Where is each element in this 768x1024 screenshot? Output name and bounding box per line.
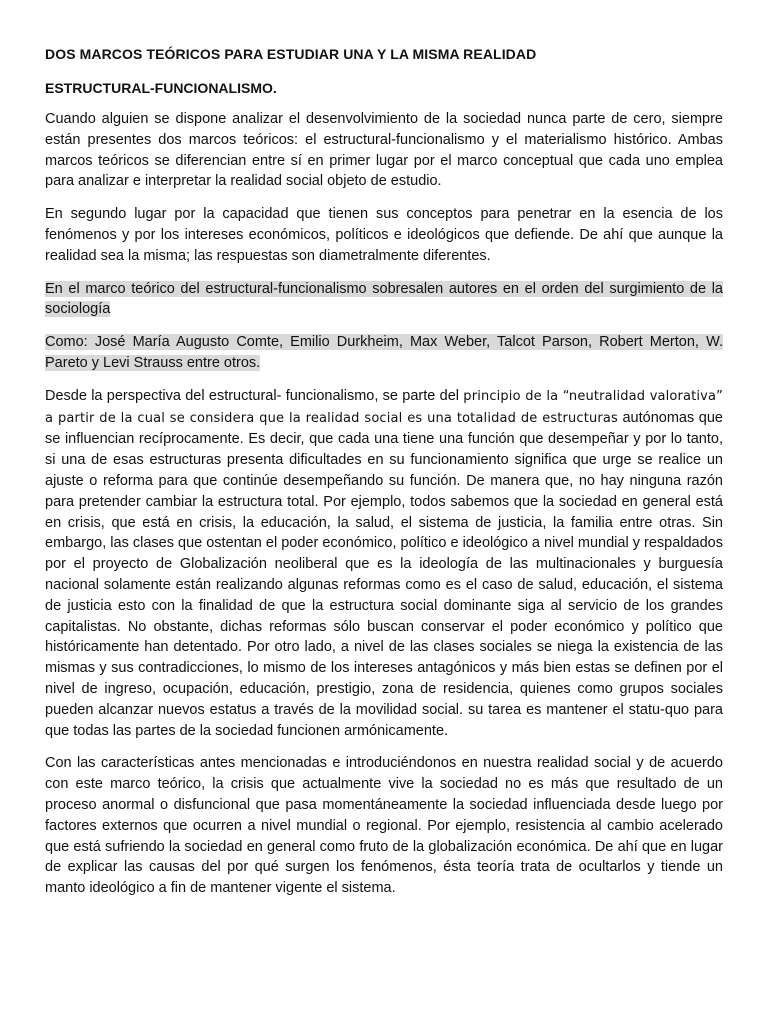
paragraph-5 <box>45 386 723 742</box>
paragraph-5-intro: Desde la perspectiva del estructural- funcionalismo, se parte del <box>45 387 464 404</box>
document-title: DOS MARCOS TEÓRICOS PARA ESTUDIAR UNA Y LA MISMA REALIDAD <box>45 46 537 62</box>
paragraph-3 <box>45 279 723 321</box>
document-page <box>45 44 723 911</box>
highlighted-text: En el marco teórico del estructural-funcionalismo sobresalen autores en el orden del surgimiento de la sociología <box>45 280 723 318</box>
paragraph-4 <box>45 332 723 374</box>
paragraph-1: Cuando alguien se dispone analizar el desenvolvimiento de la sociedad nunca parte de cero, siempre están presentes dos marcos teóricos: el estructural-funcionalismo y el materialismo histórico. Ambas marcos teóricos se diferencian entre sí en primer lugar por el marco conceptual que cada uno emplea para analizar e interpretar la realidad social objeto de estudio. <box>45 111 723 190</box>
paragraph-6: Con las características antes mencionadas e introduciéndonos en nuestra realidad social y de acuerdo con este marco teórico, la crisis que actualmente vive la sociedad no es más que resultado de un proceso anormal o disfuncional que pasa momentáneamente la sociedad influenciada desde luego por factores externos que ocurren a nivel mundial o regional. Por ejemplo, resistencia al cambio acelerado que está sufriendo la sociedad en general como fruto de la globalización económica. De ahí que en lugar de explicar las causas del por qué surgen los fenómenos, ésta teoría trata de ocultarlos y tiende un manto ideológico a fin de mantener vigente el sistema. <box>45 755 723 897</box>
highlighted-text: Como: José María Augusto Comte, Emilio Durkheim, Max Weber, Talcot Parson, Robert Merton, W. Pareto y Levi Strauss entre otros. <box>45 334 723 371</box>
paragraph-5-quoted-principle: principio de la “neutralidad valorativa” a partir de la cual se considera que la realidad social es una totalidad de estructuras <box>45 388 723 426</box>
paragraph-5-body: autónomas que se influencian recíprocamente. Es decir, que cada una tiene una función que desempeñar y por lo tanto, si una de esas estructuras presenta dificultades en su funcionamiento significa que urge se realice un ajuste o reforma para que continúe desempeñando su función. De manera que, no hay ninguna razón para pretender cambiar la estructura total. Por ejemplo, todos sabemos que la sociedad en general está en crisis, que está en crisis, la educación, la salud, el sistema de justicia, la familia entre otras. Sin embargo, las clases que ostentan el poder económico, político e ideológico a nivel mundial y respaldados por el proyecto de Globalización neoliberal que es la ideología de las multinacionales y burguesía nacional solamente están realizando algunas reformas como es el caso de salud, educación, el sistema de justicia esto con la finalidad de que la estructura social dominante siga al servicio de los grandes capitalistas. No obstante, dichas reformas sólo buscan conservar el poder económico y político que históricamente han detentado. Por otro lado, a nivel de las clases sociales se niega la existencia de las mismas y sus contradicciones, lo mismo de los intereses antagónicos y más bien estas se definen por el nivel de ingreso, ocupación, educación, prestigio, zona de residencia, quienes como grupos sociales pueden alcanzar nuevos estatus a través de la movilidad social. su tarea es mantener el statu-quo para que todas las partes de la sociedad funcionen armónicamente. <box>45 409 723 739</box>
paragraph-2: En segundo lugar por la capacidad que tienen sus conceptos para penetrar en la esencia de los fenómenos y por los intereses económicos, políticos e ideológicos que defiende. De ahí que aunque la realidad sea la misma; las respuestas son diametralmente diferentes. <box>45 206 723 264</box>
section-heading: ESTRUCTURAL-FUNCIONALISMO. <box>45 80 277 96</box>
